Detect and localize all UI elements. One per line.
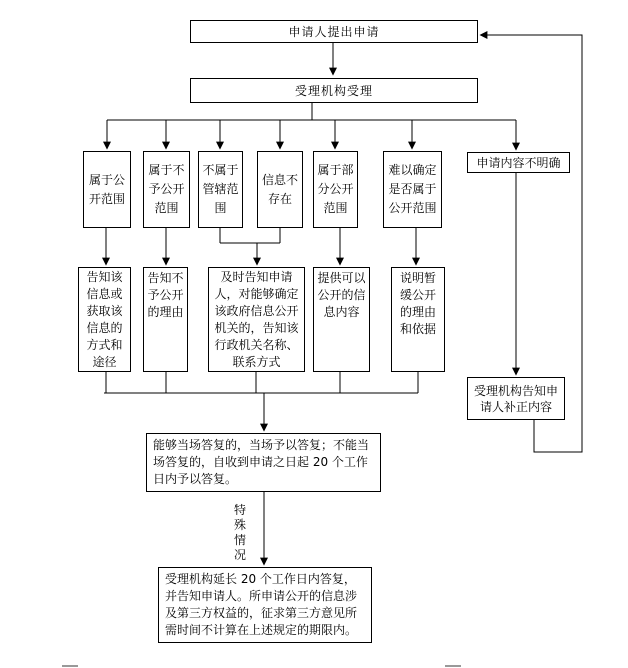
node-cond-unclear: 申请内容不明确 <box>467 152 570 173</box>
special-case-label: 特殊情况 <box>233 503 246 562</box>
node-cond-hard-to-determine: 难以确定是否属于公开范围 <box>383 151 442 228</box>
node-cond-partial: 属于部分公开范围 <box>313 151 358 228</box>
node-act-explain-delay: 说明暂缓公开的理由和依据 <box>391 267 445 372</box>
node-apply: 申请人提出申请 <box>190 20 478 43</box>
partial-next-box-right <box>445 665 461 667</box>
node-accept: 受理机构受理 <box>190 78 478 103</box>
node-cond-no-jurisdiction: 不属于管辖范围 <box>198 151 243 228</box>
partial-next-box-left <box>62 665 78 667</box>
node-act-inform-reason: 告知不予公开的理由 <box>143 267 188 372</box>
node-act-inform-authority: 及时告知申请人，对能够确定该政府信息公开机关的，告知该行政机关名称、联系方式 <box>208 267 305 372</box>
node-cond-public: 属于公开范围 <box>83 151 131 228</box>
node-cond-not-public: 属于不予公开范围 <box>143 151 190 228</box>
node-extend-rule: 受理机构延长 20 个工作日内答复，并告知申请人。所申请公开的信息涉及第三方权益的，征求第三方意见所需时间不计算在上述规定的期限内。 <box>158 567 372 643</box>
node-cond-not-exist: 信息不存在 <box>257 151 303 228</box>
node-act-inform-way: 告知该信息或获取该信息的方式和途径 <box>78 267 131 372</box>
node-act-provide-partial: 提供可以公开的信息内容 <box>313 267 370 372</box>
node-answer-rule: 能够当场答复的，当场予以答复；不能当场答复的，自收到申请之日起 20 个工作日内予以答复。 <box>146 433 381 492</box>
node-act-supplement: 受理机构告知申请人补正内容 <box>467 377 565 420</box>
